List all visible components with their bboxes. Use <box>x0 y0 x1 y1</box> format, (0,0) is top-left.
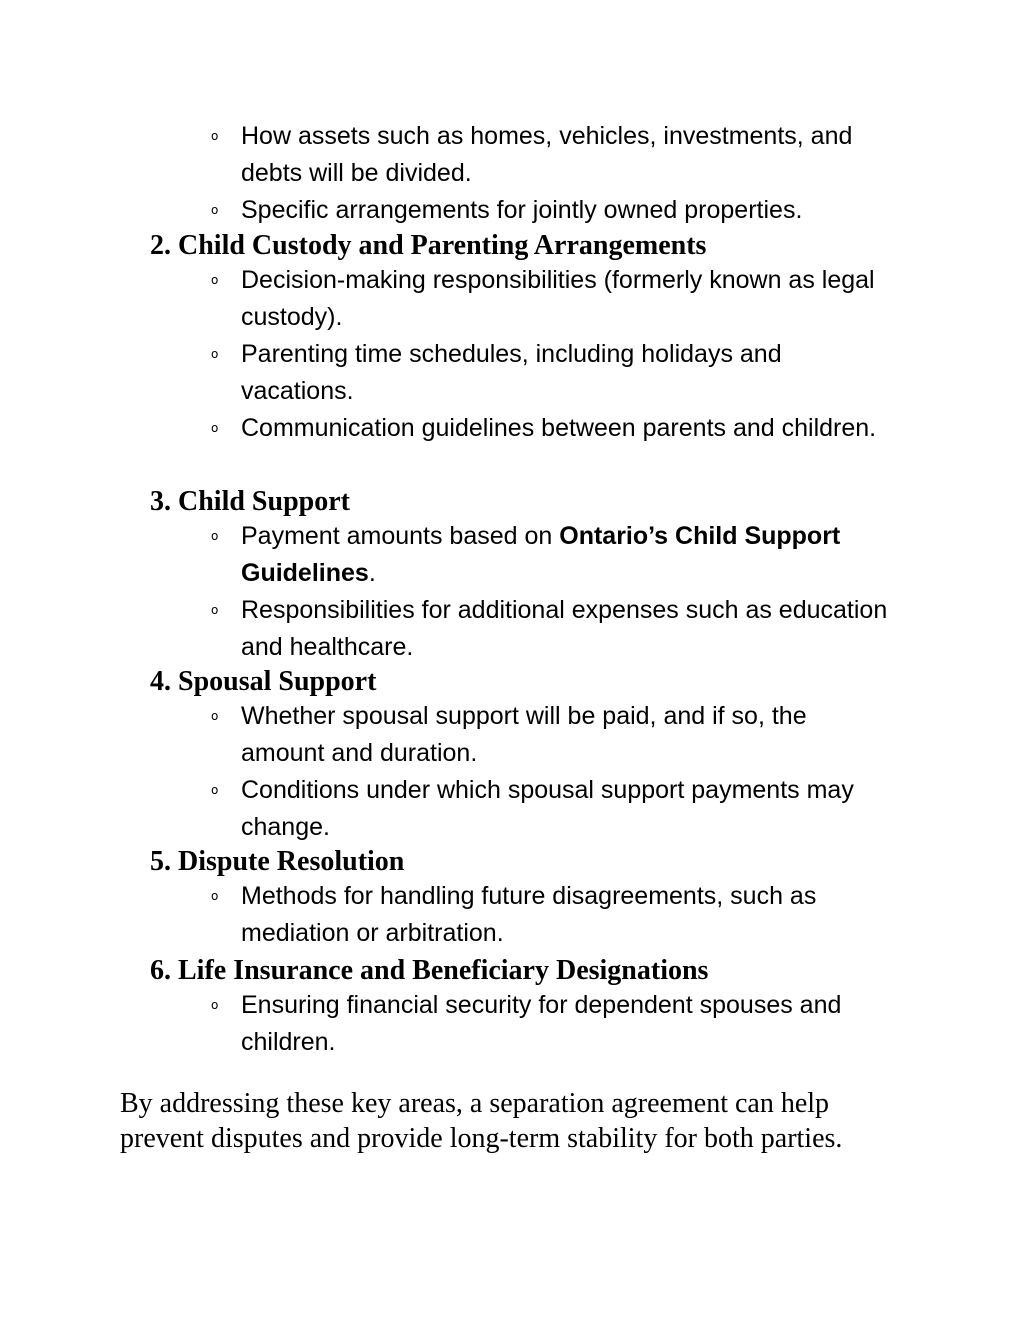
list-item-text-tail: . <box>368 559 376 587</box>
list-item-text: How assets such as homes, vehicles, investments, and debts will be divided. <box>241 122 853 187</box>
list-item <box>211 987 891 1061</box>
bullet-marker: o <box>211 203 219 217</box>
list-item <box>211 192 891 229</box>
closing-paragraph: By addressing these key areas, a separation agreement can help prevent disputes and provide long-term stability for both parties. <box>120 1088 843 1154</box>
section-heading-child-custody: 2. Child Custody and Parenting Arrangements <box>150 230 707 261</box>
bullet-marker: o <box>211 709 219 723</box>
list-item-text: Responsibilities for additional expenses such as education and healthcare. <box>241 596 888 661</box>
list-item-text: Decision-making responsibilities (formerly known as legal custody). <box>241 266 875 331</box>
section-heading-child-support: 3. Child Support <box>150 486 350 517</box>
bullet-marker: o <box>211 529 219 543</box>
list-item <box>211 336 891 410</box>
list-item <box>211 698 891 772</box>
list-item <box>211 518 891 592</box>
section-heading-dispute-resolution: 5. Dispute Resolution <box>150 846 405 877</box>
list-item-text: Specific arrangements for jointly owned properties. <box>241 196 803 224</box>
list-item <box>211 262 891 336</box>
list-item-text: Communication guidelines between parents and children. <box>241 414 877 442</box>
list-item <box>211 410 891 447</box>
bullet-marker: o <box>211 347 219 361</box>
list-item-text: Conditions under which spousal support payments may change. <box>241 776 854 841</box>
list-item-text-lead: Payment amounts based on <box>241 522 560 550</box>
list-item-text: Ensuring financial security for dependent spouses and children. <box>241 991 842 1056</box>
bullet-marker: o <box>211 889 219 903</box>
bullet-marker: o <box>211 603 219 617</box>
list-item-text: Methods for handling future disagreements, such as mediation or arbitration. <box>241 882 817 947</box>
list-item-text <box>241 518 891 592</box>
list-item <box>211 592 891 666</box>
section-heading-spousal-support: 4. Spousal Support <box>150 666 377 697</box>
list-item-text: Parenting time schedules, including holidays and vacations. <box>241 340 782 405</box>
bullet-marker: o <box>211 998 219 1012</box>
bullet-marker: o <box>211 273 219 287</box>
bullet-marker: o <box>211 129 219 143</box>
list-item <box>211 772 891 846</box>
bullet-marker: o <box>211 783 219 797</box>
guidelines-emphasis: Ontario’s Child Support Guidelines <box>241 522 841 587</box>
bullet-marker: o <box>211 421 219 435</box>
section-heading-life-insurance: 6. Life Insurance and Beneficiary Designations <box>150 955 709 986</box>
list-item-text: Whether spousal support will be paid, and if so, the amount and duration. <box>241 702 807 767</box>
list-item <box>211 118 891 192</box>
list-item <box>211 878 891 952</box>
